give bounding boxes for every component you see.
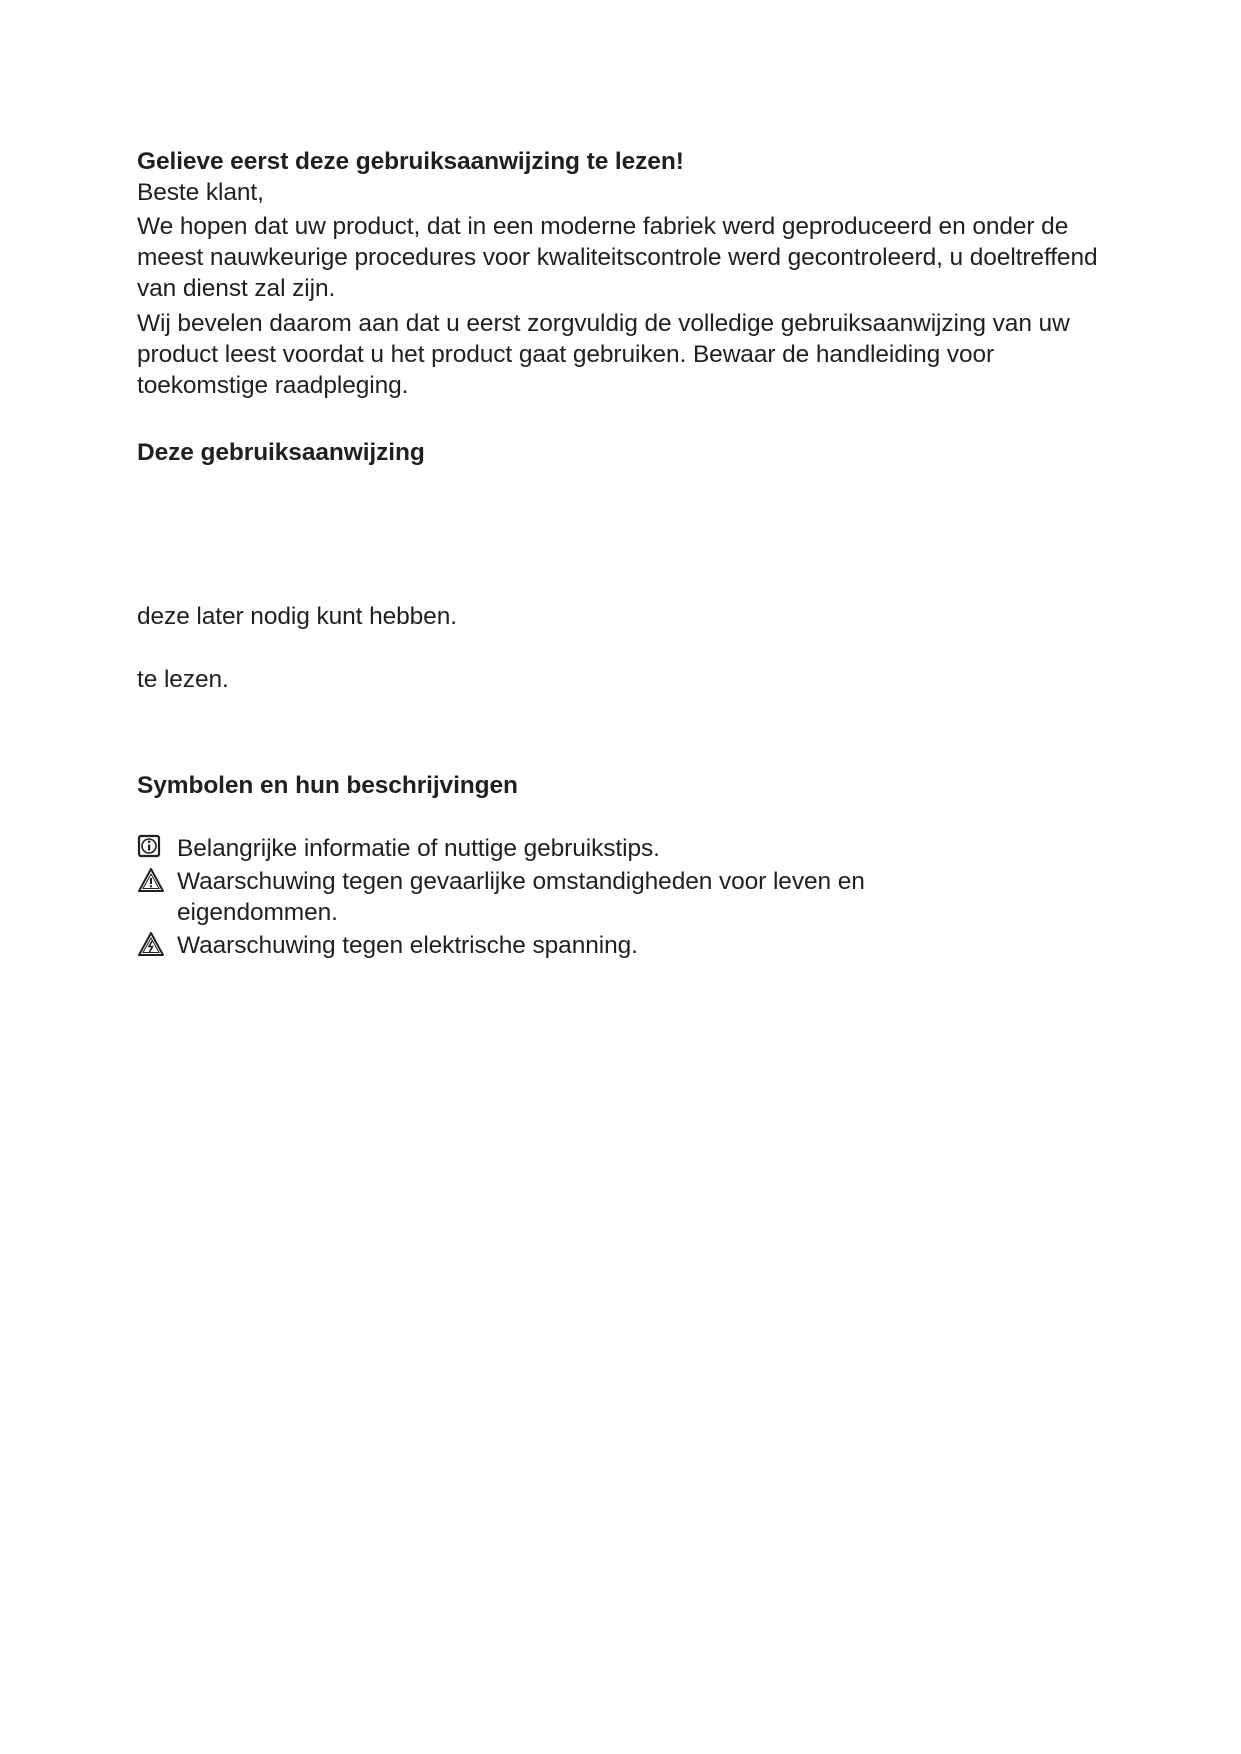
advice-paragraph: Wij bevelen daarom aan dat u eerst zorgvuldig de volledige gebruiksaanwijzing van uw product leest voordat u het product gaat gebruiken. Bewaar de handleiding voor toekomstige raadpleging. bbox=[137, 310, 1070, 399]
symbol-item bbox=[137, 930, 937, 961]
intro-paragraph: We hopen dat uw product, dat in een moderne fabriek werd geproduceerd en onder de meest nauwkeurige procedures voor kwaliteitscontrole werd gecontroleerd, u doeltreffend van dienst zal zijn. bbox=[137, 213, 1098, 302]
manual-line-1: deze later nodig kunt hebben. bbox=[137, 603, 457, 630]
salutation: Beste klant, bbox=[137, 179, 264, 206]
intro-section bbox=[137, 146, 1117, 401]
symbol-text: Waarschuwing tegen elektrische spanning. bbox=[177, 932, 638, 959]
manual-heading: Deze gebruiksaanwijzing bbox=[137, 439, 425, 466]
warning-triangle-icon bbox=[137, 867, 165, 895]
symbols-heading: Symbolen en hun beschrijvingen bbox=[137, 772, 518, 799]
symbols-list bbox=[137, 833, 937, 961]
symbol-text: Waarschuwing tegen gevaarlijke omstandigheden voor leven en eigendommen. bbox=[177, 868, 865, 926]
symbols-section bbox=[137, 770, 1117, 801]
manual-line-1-block bbox=[137, 601, 1117, 632]
electric-warning-icon bbox=[137, 931, 165, 959]
symbol-text: Belangrijke informatie of nuttige gebruikstips. bbox=[177, 835, 660, 862]
manual-line-2-block bbox=[137, 664, 1117, 695]
read-first-heading: Gelieve eerst deze gebruiksaanwijzing te lezen! bbox=[137, 148, 684, 175]
symbol-item bbox=[137, 866, 937, 928]
manual-section bbox=[137, 437, 1117, 468]
manual-line-2: te lezen. bbox=[137, 666, 229, 693]
symbol-item bbox=[137, 833, 937, 864]
info-icon bbox=[137, 834, 165, 862]
